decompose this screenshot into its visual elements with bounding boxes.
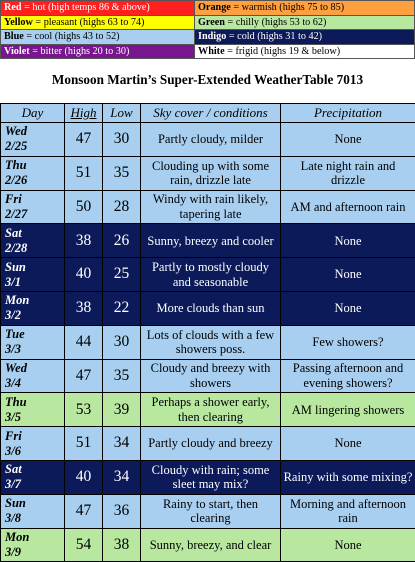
high-temp-cell: 54 [65, 528, 103, 562]
high-temp-cell: 47 [65, 494, 103, 528]
table-row [1, 359, 415, 393]
conditions-cell: Partly to mostly cloudy and seasonable [141, 258, 281, 292]
low-temp-cell: 25 [103, 258, 141, 292]
high-temp-cell: 47 [65, 359, 103, 393]
high-temp-cell: 40 [65, 460, 103, 494]
legend-item-orange [195, 1, 415, 16]
legend-color-name: White [198, 46, 225, 57]
low-temp-cell: 30 [103, 123, 141, 157]
precipitation-cell: AM lingering showers [281, 393, 415, 427]
day-name: Sat [5, 462, 62, 477]
conditions-cell: Cloudy with rain; some sleet may mix? [141, 460, 281, 494]
day-name: Sun [5, 260, 62, 275]
precipitation-cell: None [281, 291, 415, 325]
precipitation-cell: None [281, 258, 415, 292]
high-temp-cell: 47 [65, 123, 103, 157]
table-row [1, 190, 415, 224]
low-temp-cell: 30 [103, 325, 141, 359]
day-cell [1, 325, 65, 359]
legend-row [1, 15, 415, 30]
day-cell [1, 427, 65, 461]
day-date: 3/9 [5, 545, 62, 560]
low-temp-cell: 26 [103, 224, 141, 258]
table-row [1, 258, 415, 292]
day-date: 3/6 [5, 444, 62, 459]
precipitation-cell: Rainy with some mixing? [281, 460, 415, 494]
weather-table [0, 103, 415, 562]
low-temp-cell: 22 [103, 291, 141, 325]
conditions-cell: More clouds than sun [141, 291, 281, 325]
legend-color-name: Yellow [4, 17, 33, 28]
page-title: Monsoon Martin’s Super-Extended WeatherTable 7013 [0, 72, 415, 88]
precipitation-cell: Morning and afternoon rain [281, 494, 415, 528]
precipitation-cell: None [281, 123, 415, 157]
high-temp-cell: 51 [65, 156, 103, 190]
precipitation-cell: Passing afternoon and evening showers? [281, 359, 415, 393]
legend-item-blue [1, 30, 195, 45]
conditions-cell: Perhaps a shower early, then clearing [141, 393, 281, 427]
high-temp-cell: 44 [65, 325, 103, 359]
day-cell [1, 224, 65, 258]
legend-row [1, 1, 415, 16]
color-legend [0, 0, 415, 58]
legend-color-name: Violet [4, 46, 30, 57]
legend-description: = cold (highs 31 to 42) [226, 31, 322, 42]
day-name: Wed [5, 124, 62, 139]
legend-description: = chilly (highs 53 to 62) [225, 17, 326, 28]
legend-row [1, 30, 415, 45]
legend-item-red [1, 1, 195, 16]
conditions-cell: Windy with rain likely, tapering late [141, 190, 281, 224]
day-name: Thu [5, 158, 62, 173]
precipitation-cell: Few showers? [281, 325, 415, 359]
precipitation-cell: None [281, 528, 415, 562]
day-date: 2/28 [5, 241, 62, 256]
day-cell [1, 291, 65, 325]
day-date: 2/27 [5, 207, 62, 222]
legend-description: = cool (highs 43 to 52) [24, 31, 120, 42]
precipitation-cell: None [281, 427, 415, 461]
legend-item-white [195, 44, 415, 59]
day-date: 3/7 [5, 477, 62, 492]
conditions-cell: Sunny, breezy and cooler [141, 224, 281, 258]
day-name: Thu [5, 395, 62, 410]
day-date: 2/26 [5, 173, 62, 188]
header-day: Day [1, 104, 65, 123]
low-temp-cell: 35 [103, 156, 141, 190]
legend-item-yellow [1, 15, 195, 30]
legend-color-name: Green [198, 17, 225, 28]
table-row [1, 291, 415, 325]
table-row [1, 224, 415, 258]
legend-item-indigo [195, 30, 415, 45]
day-cell [1, 393, 65, 427]
day-date: 2/25 [5, 139, 62, 154]
day-date: 3/8 [5, 511, 62, 526]
table-row [1, 123, 415, 157]
low-temp-cell: 34 [103, 460, 141, 494]
day-cell [1, 460, 65, 494]
low-temp-cell: 39 [103, 393, 141, 427]
legend-description: = hot (high temps 86 & above) [22, 2, 150, 13]
low-temp-cell: 36 [103, 494, 141, 528]
legend-description: = warmish (highs 75 to 85) [231, 2, 344, 13]
day-cell [1, 123, 65, 157]
low-temp-cell: 28 [103, 190, 141, 224]
day-date: 3/4 [5, 376, 62, 391]
day-name: Wed [5, 361, 62, 376]
high-temp-cell: 53 [65, 393, 103, 427]
legend-color-name: Orange [198, 2, 231, 13]
day-name: Mon [5, 530, 62, 545]
high-temp-cell: 51 [65, 427, 103, 461]
day-date: 3/5 [5, 410, 62, 425]
low-temp-cell: 34 [103, 427, 141, 461]
conditions-cell: Clouding up with some rain, drizzle late [141, 156, 281, 190]
legend-description: = pleasant (highs 63 to 74) [33, 17, 145, 28]
day-date: 3/2 [5, 308, 62, 323]
table-row [1, 427, 415, 461]
day-cell [1, 156, 65, 190]
header-low: Low [103, 104, 141, 123]
legend-color-name: Red [4, 2, 22, 13]
table-row [1, 494, 415, 528]
day-name: Tue [5, 327, 62, 342]
legend-table [0, 0, 415, 59]
legend-color-name: Indigo [198, 31, 226, 42]
precipitation-cell: None [281, 224, 415, 258]
day-date: 3/3 [5, 342, 62, 357]
legend-item-violet [1, 44, 195, 59]
high-temp-cell: 50 [65, 190, 103, 224]
legend-row [1, 44, 415, 59]
table-row [1, 325, 415, 359]
day-name: Fri [5, 429, 62, 444]
day-date: 3/1 [5, 275, 62, 290]
legend-color-name: Blue [4, 31, 24, 42]
day-name: Sat [5, 226, 62, 241]
day-cell [1, 190, 65, 224]
table-row [1, 393, 415, 427]
precipitation-cell: AM and afternoon rain [281, 190, 415, 224]
conditions-cell: Rainy to start, then clearing [141, 494, 281, 528]
legend-item-green [195, 15, 415, 30]
conditions-cell: Partly cloudy and breezy [141, 427, 281, 461]
header-high: High [65, 104, 103, 123]
conditions-cell: Lots of clouds with a few showers poss. [141, 325, 281, 359]
conditions-cell: Sunny, breezy, and clear [141, 528, 281, 562]
day-name: Sun [5, 496, 62, 511]
high-temp-cell: 38 [65, 224, 103, 258]
high-temp-cell: 40 [65, 258, 103, 292]
header-precipitation: Precipitation [281, 104, 415, 123]
legend-description: = frigid (highs 19 & below) [225, 46, 341, 57]
table-row [1, 460, 415, 494]
day-cell [1, 359, 65, 393]
conditions-cell: Cloudy and breezy with showers [141, 359, 281, 393]
low-temp-cell: 35 [103, 359, 141, 393]
day-cell [1, 494, 65, 528]
table-row [1, 156, 415, 190]
conditions-cell: Partly cloudy, milder [141, 123, 281, 157]
day-name: Mon [5, 293, 62, 308]
day-cell [1, 258, 65, 292]
precipitation-cell: Late night rain and drizzle [281, 156, 415, 190]
header-conditions: Sky cover / conditions [141, 104, 281, 123]
day-name: Fri [5, 192, 62, 207]
high-temp-cell: 38 [65, 291, 103, 325]
low-temp-cell: 38 [103, 528, 141, 562]
legend-description: = bitter (highs 20 to 30) [30, 46, 130, 57]
table-header-row [1, 104, 415, 123]
